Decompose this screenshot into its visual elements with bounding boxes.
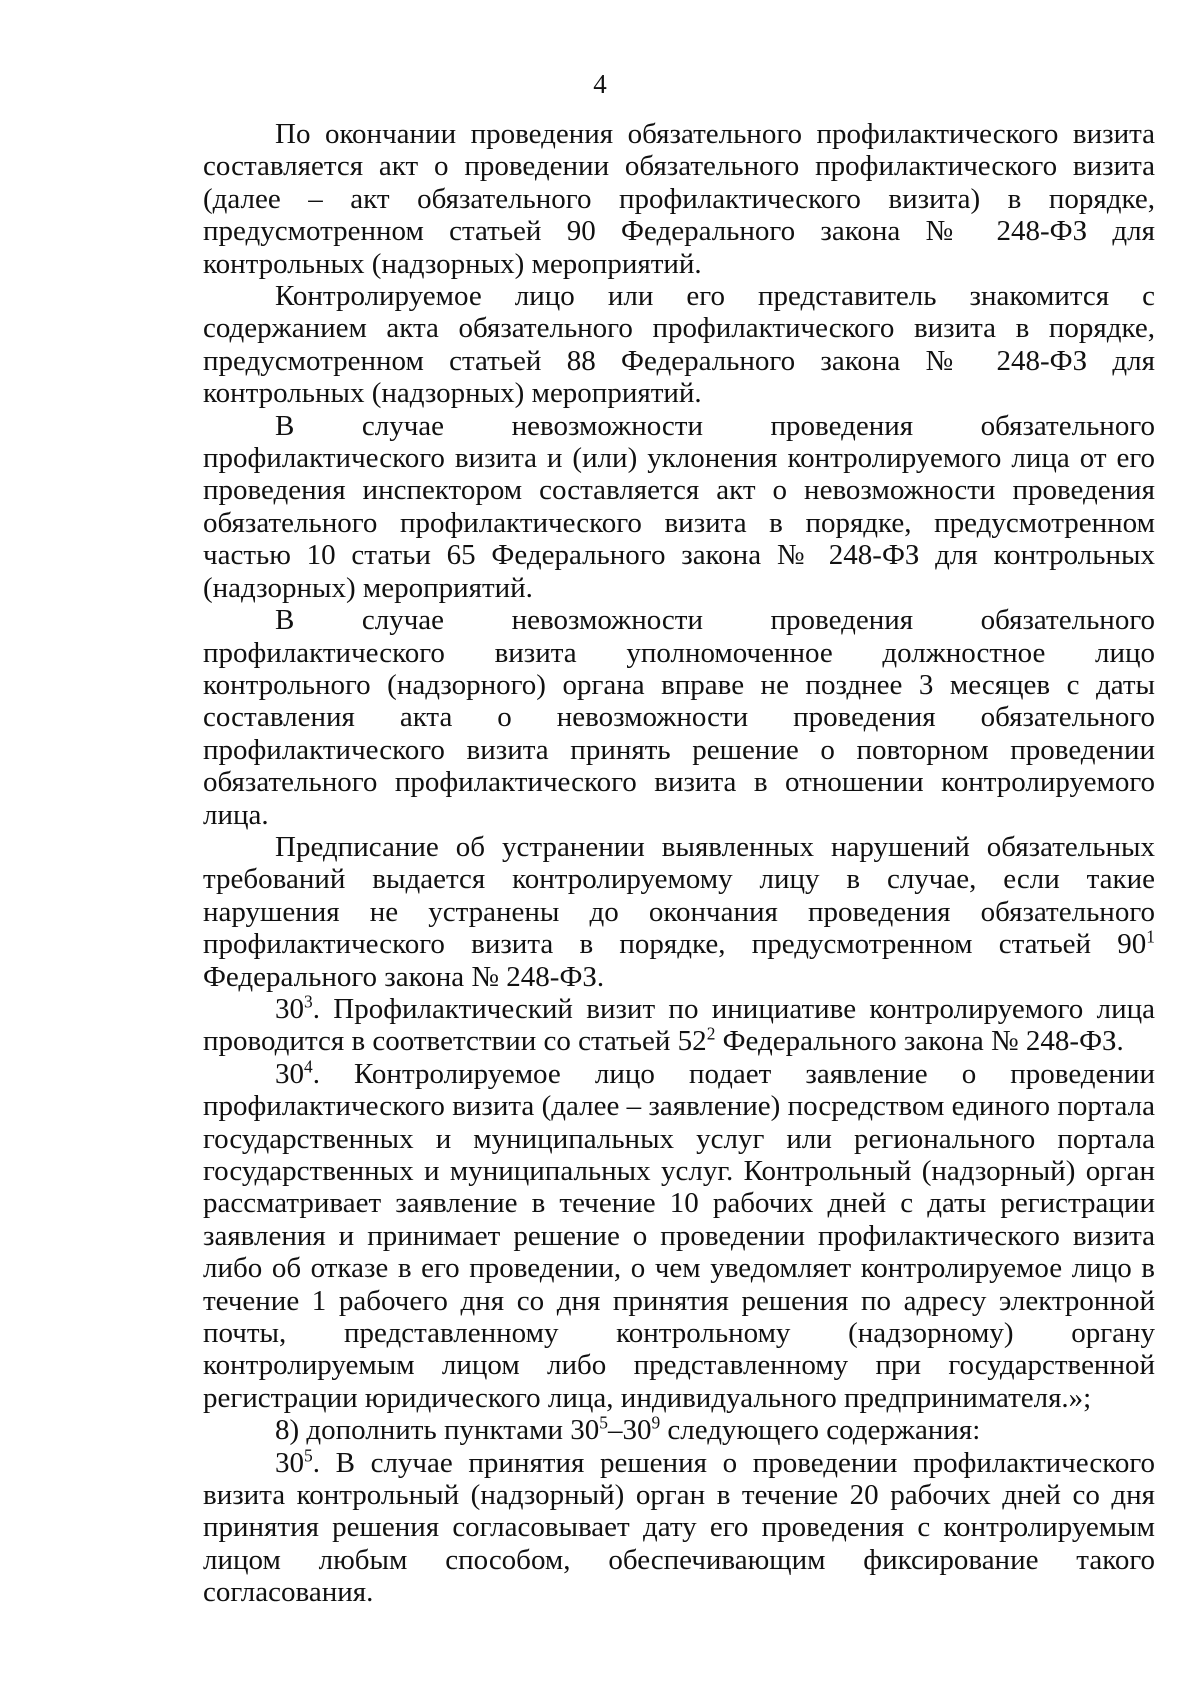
text-run: По окончании проведения обязательного профилактического визита составляется акт о проведении обязательного профилактического визита (далее – акт обязательного профилактического визита) в порядке, предусмотренном статьей 90 Федерального закона № 248-ФЗ для контрольных (надзорных) мероприятий. <box>203 118 1155 280</box>
text-run: Федерального закона № 248-ФЗ. <box>715 1025 1124 1058</box>
paragraph <box>203 831 1155 993</box>
text-run: 30 <box>275 992 304 1025</box>
paragraph <box>203 604 1155 831</box>
paragraph <box>203 1058 1155 1414</box>
page-number: 4 <box>593 69 607 99</box>
paragraph <box>203 118 1155 280</box>
text-run: 30 <box>275 1057 304 1090</box>
text-run: В случае невозможности проведения обязательного профилактического визита уполномоченное должностное лицо контрольного (надзорного) органа вправе не позднее 3 месяцев с даты составления акта о невозможности проведения обязательного профилактического визита принять решение о повторном проведении обязательного профилактического визита в отношении контролируемого лица. <box>203 604 1155 831</box>
superscript: 5 <box>304 1445 313 1465</box>
text-run: –30 <box>607 1414 652 1447</box>
superscript: 3 <box>304 991 313 1012</box>
paragraph <box>203 1414 1155 1446</box>
superscript: 5 <box>599 1412 608 1433</box>
superscript: 4 <box>304 1056 313 1077</box>
text-run: 30 <box>275 1446 304 1479</box>
text-run: В случае невозможности проведения обязательного профилактического визита и (или) уклонения контролируемого лица от его проведения инспектором составляется акт о невозможности проведения обязательного профилактического визита в порядке, предусмотренном частью 10 статьи 65 Федерального закона № 248-ФЗ для контрольных (надзорных) мероприятий. <box>203 409 1155 604</box>
paragraph <box>203 1447 1155 1609</box>
paragraph <box>203 280 1155 410</box>
paragraph <box>203 993 1155 1058</box>
text-run: Федерального закона № 248-ФЗ. <box>203 960 605 993</box>
text-run: . Профилактический визит по инициативе контролируемого лица проводится в соответствии со статьей 52 <box>203 992 1155 1058</box>
superscript: 9 <box>651 1412 661 1433</box>
superscript: 1 <box>1146 926 1155 947</box>
text-run: . В случае принятия решения о проведении профилактического визита контрольный (надзорный) орган в течение 20 рабочих дней со дня принятия решения согласовывает дату его проведения с контролируемым лицом любым способом, обеспечивающим фиксирование такого согласования. <box>203 1446 1155 1609</box>
text-run: . Контролируемое лицо подает заявление о проведении профилактического визита (далее – заявление) посредством единого портала государственных и муниципальных услуг или регионального портала государственных и муниципальных услуг. Контрольный (надзорный) орган рассматривает заявление в течение 10 рабочих дней с даты регистрации заявления и принимает решение о проведении профилактического визита либо об отказе в его проведении, о чем уведомляет контролируемое лицо в течение 1 рабочего дня со дня принятия решения по адресу электронной почты, представленному контрольному (надзорному) органу контролируемым лицом либо представленному при государственной регистрации юридического лица, индивидуального предпринимателя.»; <box>203 1057 1155 1414</box>
superscript: 2 <box>706 1023 716 1044</box>
text-run: Контролируемое лицо или его представитель знакомится с содержанием акта обязательного профилактического визита в порядке, предусмотренном статьей 88 Федерального закона № 248-ФЗ для контрольных (надзорных) мероприятий. <box>203 280 1155 410</box>
text-run: 8) дополнить пунктами 30 <box>275 1414 600 1447</box>
text-run: следующего содержания: <box>660 1414 981 1447</box>
paragraph <box>203 410 1155 604</box>
document-body <box>203 118 1155 1609</box>
text-run: Предписание об устранении выявленных нарушений обязательных требований выдается контролируемому лицу в случае, если такие нарушения не устранены до окончания проведения обязательного профилактического визита в порядке, предусмотренном статьей 90 <box>203 830 1155 961</box>
